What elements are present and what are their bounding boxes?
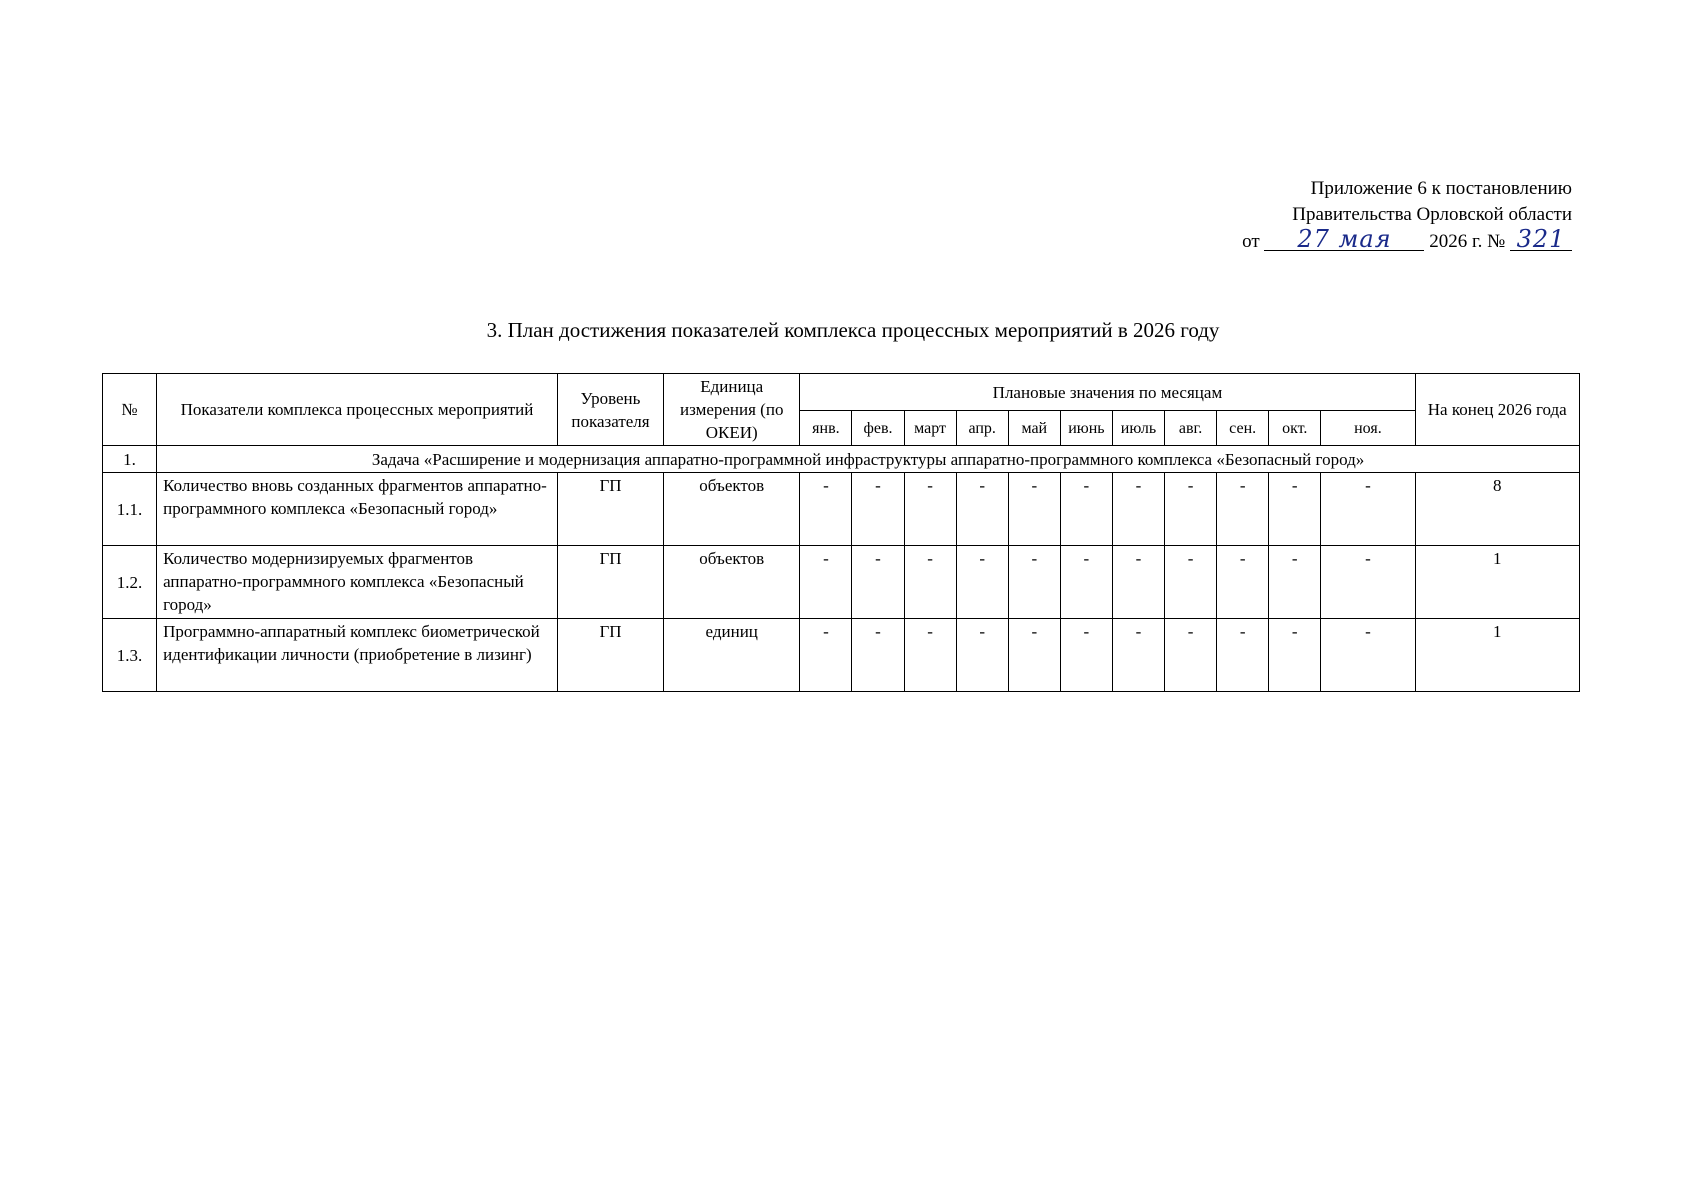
row-level: ГП <box>557 546 663 619</box>
row-month-value: - <box>1321 473 1415 546</box>
row-month-value: - <box>800 473 852 546</box>
row-month-value: - <box>800 619 852 692</box>
document-header <box>1212 176 1572 255</box>
row-month-value: - <box>1269 546 1321 619</box>
row-month-value: - <box>1321 619 1415 692</box>
col-header-unit: Единица измерения (по ОКЕИ) <box>664 374 800 446</box>
row-month-value: - <box>1165 619 1217 692</box>
table-row <box>103 546 1580 619</box>
row-year-end-value: 1 <box>1415 619 1579 692</box>
row-month-value: - <box>1165 473 1217 546</box>
row-month-value: - <box>1008 473 1060 546</box>
row-unit: объектов <box>664 546 800 619</box>
header-from-label: от <box>1242 231 1260 252</box>
row-month-value: - <box>1112 619 1164 692</box>
month-header: сен. <box>1217 411 1269 446</box>
row-no: 1.1. <box>103 473 157 546</box>
table-row <box>103 473 1580 546</box>
row-month-value: - <box>1112 473 1164 546</box>
row-month-value: - <box>1112 546 1164 619</box>
month-header: июнь <box>1060 411 1112 446</box>
row-level: ГП <box>557 619 663 692</box>
row-year-end-value: 1 <box>1415 546 1579 619</box>
row-month-value: - <box>1217 619 1269 692</box>
row-indicator-name: Программно-аппаратный комплекс биометрической идентификации личности (приобретение в лизинг) <box>157 619 558 692</box>
task-no: 1. <box>103 446 157 473</box>
row-month-value: - <box>1269 473 1321 546</box>
row-month-value: - <box>1060 546 1112 619</box>
header-date-line <box>1212 225 1572 255</box>
month-header: янв. <box>800 411 852 446</box>
month-header: ноя. <box>1321 411 1415 446</box>
row-month-value: - <box>1060 473 1112 546</box>
row-month-value: - <box>1321 546 1415 619</box>
task-text: Задача «Расширение и модернизация аппаратно-программной инфраструктуры аппаратно-программного комплекса «Безопасный город» <box>157 446 1580 473</box>
month-header: июль <box>1112 411 1164 446</box>
month-header: март <box>904 411 956 446</box>
row-month-value: - <box>852 473 904 546</box>
row-month-value: - <box>904 473 956 546</box>
handwritten-number: 321 <box>1510 228 1572 251</box>
row-no: 1.2. <box>103 546 157 619</box>
month-header: фев. <box>852 411 904 446</box>
table-row <box>103 619 1580 692</box>
col-header-no: № <box>103 374 157 446</box>
task-row <box>103 446 1580 473</box>
handwritten-date: 27 мая <box>1264 228 1424 251</box>
row-month-value: - <box>956 473 1008 546</box>
row-month-value: - <box>956 546 1008 619</box>
col-header-monthly-group: Плановые значения по месяцам <box>800 374 1415 411</box>
row-month-value: - <box>1008 546 1060 619</box>
row-indicator-name: Количество модернизируемых фрагментов аппаратно-программного комплекса «Безопасный город» <box>157 546 558 619</box>
row-month-value: - <box>1217 546 1269 619</box>
row-month-value: - <box>852 619 904 692</box>
row-month-value: - <box>800 546 852 619</box>
row-month-value: - <box>1008 619 1060 692</box>
row-level: ГП <box>557 473 663 546</box>
row-indicator-name: Количество вновь созданных фрагментов аппаратно-программного комплекса «Безопасный город» <box>157 473 558 546</box>
row-year-end-value: 8 <box>1415 473 1579 546</box>
col-header-level: Уровень показателя <box>557 374 663 446</box>
col-header-year-end: На конец 2026 года <box>1415 374 1579 446</box>
month-header: май <box>1008 411 1060 446</box>
row-month-value: - <box>904 619 956 692</box>
month-header: окт. <box>1269 411 1321 446</box>
header-government-line: Правительства Орловской области <box>1292 204 1572 225</box>
header-appendix-line: Приложение 6 к постановлению <box>1310 178 1572 199</box>
plan-table <box>102 373 1580 692</box>
row-month-value: - <box>1060 619 1112 692</box>
row-unit: единиц <box>664 619 800 692</box>
row-no: 1.3. <box>103 619 157 692</box>
row-month-value: - <box>1217 473 1269 546</box>
month-header: авг. <box>1165 411 1217 446</box>
month-header: апр. <box>956 411 1008 446</box>
row-month-value: - <box>1269 619 1321 692</box>
document-title: 3. План достижения показателей комплекса процессных мероприятий в 2026 году <box>486 318 1220 342</box>
row-unit: объектов <box>664 473 800 546</box>
col-header-indicators: Показатели комплекса процессных мероприятий <box>157 374 558 446</box>
row-month-value: - <box>852 546 904 619</box>
row-month-value: - <box>956 619 1008 692</box>
header-year-label: 2026 г. № <box>1429 231 1506 252</box>
row-month-value: - <box>1165 546 1217 619</box>
row-month-value: - <box>904 546 956 619</box>
